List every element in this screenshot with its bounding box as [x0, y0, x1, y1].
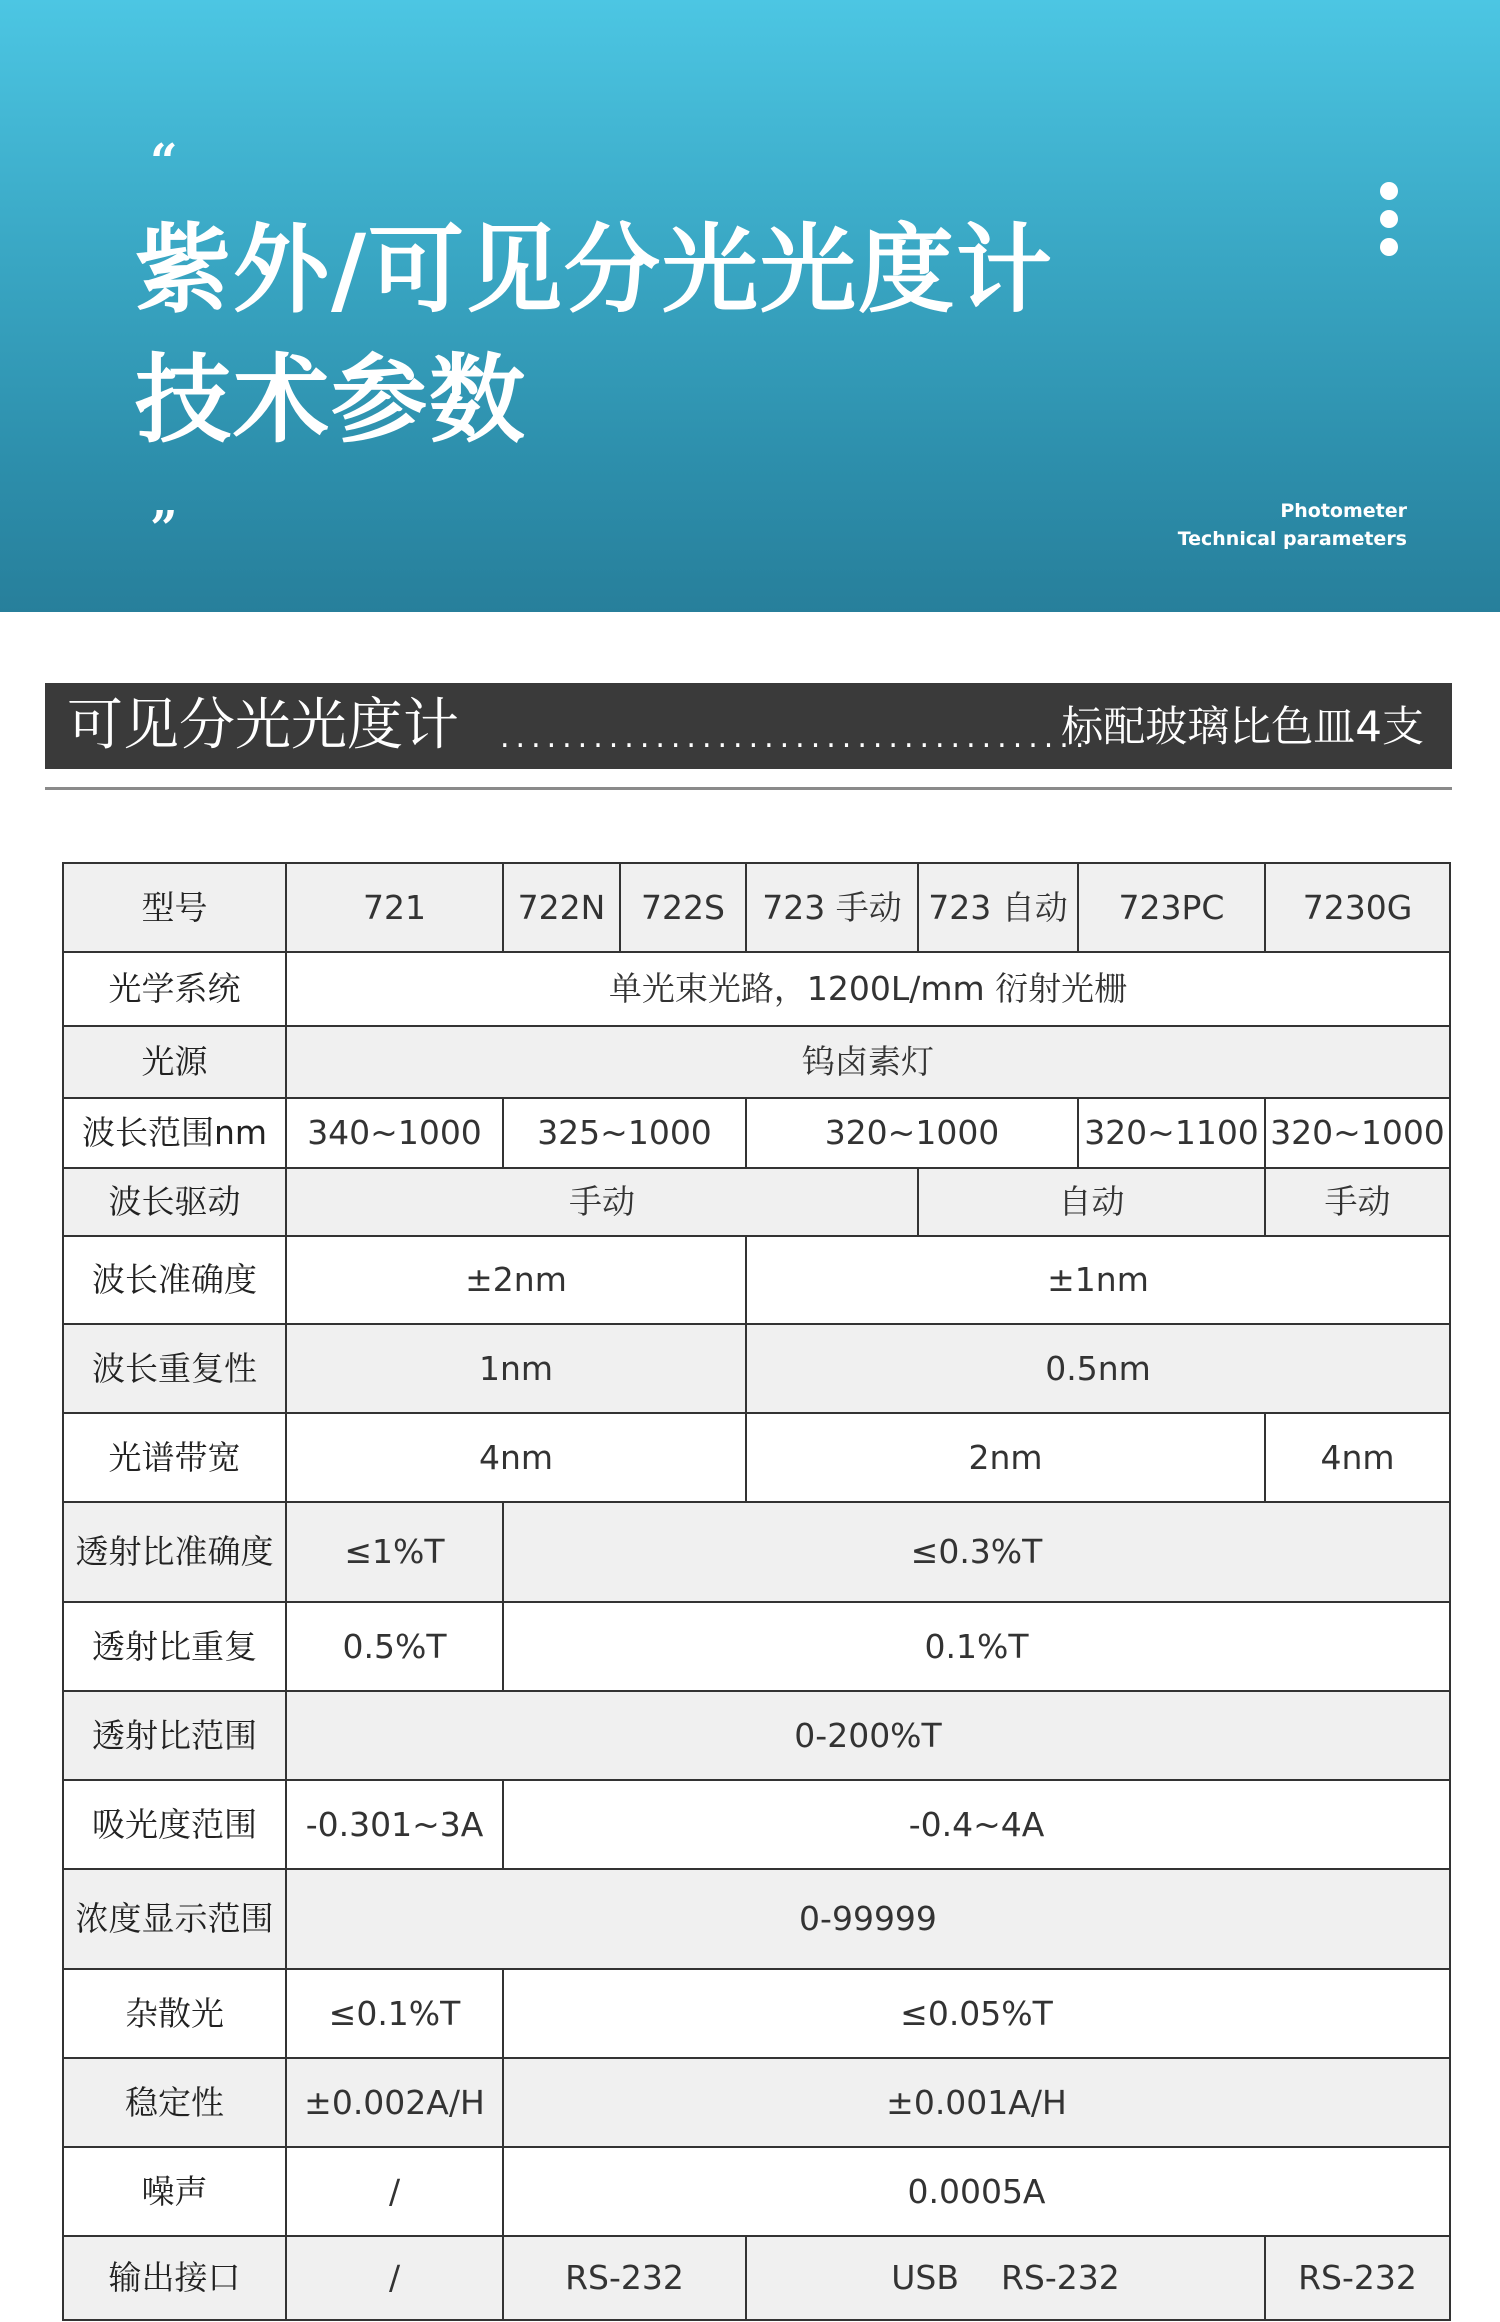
- table-header-cell: 723 手动: [746, 863, 918, 952]
- table-cell: ±0.002A/H: [286, 2058, 503, 2147]
- page-title-line1: 紫外/可见分光光度计: [135, 214, 1055, 326]
- table-cell: ±1nm: [746, 1236, 1450, 1324]
- page-title-line2: 技术参数: [135, 344, 527, 456]
- table-header-cell: 723 自动: [918, 863, 1078, 952]
- row-label: 透射比范围: [63, 1691, 286, 1780]
- row-label: 杂散光: [63, 1969, 286, 2058]
- table-cell: ≤0.1%T: [286, 1969, 503, 2058]
- row-label: 透射比重复: [63, 1602, 286, 1691]
- quote-close-mark: ”: [150, 501, 178, 557]
- table-cell: ≤0.05%T: [503, 1969, 1450, 2058]
- table-cell: 0-200%T: [286, 1691, 1450, 1780]
- table-row: [63, 1098, 1450, 1168]
- table-row: [63, 1691, 1450, 1780]
- quote-open-mark: “: [150, 134, 178, 190]
- row-label: 波长驱动: [63, 1168, 286, 1236]
- table-cell: /: [286, 2147, 503, 2236]
- table-row: [63, 1869, 1450, 1969]
- table-row: [63, 1780, 1450, 1869]
- table-row: [63, 1602, 1450, 1691]
- english-subtitle-line1: Photometer: [1280, 500, 1407, 522]
- table-row: [63, 2147, 1450, 2236]
- table-cell: 320~1000: [746, 1098, 1078, 1168]
- row-label: 吸光度范围: [63, 1780, 286, 1869]
- section-dot-leader: ......................................: [500, 720, 1091, 755]
- table-row: [63, 1026, 1450, 1098]
- row-label: 透射比准确度: [63, 1502, 286, 1602]
- table-cell: ±2nm: [286, 1236, 746, 1324]
- table-header-cell: 723PC: [1078, 863, 1265, 952]
- row-label: 浓度显示范围: [63, 1869, 286, 1969]
- table-cell: 0.5nm: [746, 1324, 1450, 1413]
- table-cell: -0.301~3A: [286, 1780, 503, 1869]
- table-row: [63, 1413, 1450, 1502]
- table-row: [63, 1168, 1450, 1236]
- table-cell: 2nm: [746, 1413, 1265, 1502]
- row-label: 光源: [63, 1026, 286, 1098]
- table-header-cell: 7230G: [1265, 863, 1450, 952]
- row-label: 波长重复性: [63, 1324, 286, 1413]
- table-cell: RS-232: [503, 2236, 746, 2320]
- table-cell: 0.0005A: [503, 2147, 1450, 2236]
- spec-table: [62, 862, 1451, 2321]
- table-cell: 0.5%T: [286, 1602, 503, 1691]
- english-subtitle-line2: Technical parameters: [1177, 528, 1407, 550]
- row-label: 稳定性: [63, 2058, 286, 2147]
- row-label: 波长准确度: [63, 1236, 286, 1324]
- table-header-cell: 型号: [63, 863, 286, 952]
- table-cell: 自动: [918, 1168, 1265, 1236]
- section-divider: [45, 787, 1452, 790]
- table-cell: USB RS-232: [746, 2236, 1265, 2320]
- table-row: [63, 952, 1450, 1026]
- table-cell: 4nm: [1265, 1413, 1450, 1502]
- section-heading-bar: [45, 683, 1452, 769]
- table-row: [63, 1969, 1450, 2058]
- table-header-cell: 721: [286, 863, 503, 952]
- table-cell: 1nm: [286, 1324, 746, 1413]
- table-cell: 单光束光路，1200L/mm 衍射光栅: [286, 952, 1450, 1026]
- table-cell: RS-232: [1265, 2236, 1450, 2320]
- table-cell: 手动: [286, 1168, 918, 1236]
- table-row: [63, 2236, 1450, 2320]
- table-cell: -0.4~4A: [503, 1780, 1450, 1869]
- row-label: 光学系统: [63, 952, 286, 1026]
- row-label: 噪声: [63, 2147, 286, 2236]
- table-cell: 手动: [1265, 1168, 1450, 1236]
- table-cell: 325~1000: [503, 1098, 746, 1168]
- row-label: 波长范围nm: [63, 1098, 286, 1168]
- table-row: [63, 1324, 1450, 1413]
- table-cell: 钨卤素灯: [286, 1026, 1450, 1098]
- section-title: 可见分光光度计: [67, 693, 459, 758]
- table-row: [63, 1236, 1450, 1324]
- english-subtitle: [1178, 497, 1407, 553]
- table-header-cell: 722S: [620, 863, 746, 952]
- row-label: 光谱带宽: [63, 1413, 286, 1502]
- table-row: [63, 2058, 1450, 2147]
- table-cell: /: [286, 2236, 503, 2320]
- table-header-cell: 722N: [503, 863, 620, 952]
- table-cell: 4nm: [286, 1413, 746, 1502]
- table-cell: 340~1000: [286, 1098, 503, 1168]
- header-banner: [0, 0, 1500, 612]
- table-cell: 320~1100: [1078, 1098, 1265, 1168]
- more-vertical-icon[interactable]: [1378, 182, 1400, 272]
- section-note: 标配玻璃比色皿4支: [1061, 702, 1424, 751]
- table-cell: 320~1000: [1265, 1098, 1450, 1168]
- table-row: [63, 863, 1450, 952]
- table-cell: ≤0.3%T: [503, 1502, 1450, 1602]
- table-cell: ±0.001A/H: [503, 2058, 1450, 2147]
- row-label: 输出接口: [63, 2236, 286, 2320]
- table-cell: 0.1%T: [503, 1602, 1450, 1691]
- table-cell: 0-99999: [286, 1869, 1450, 1969]
- table-cell: ≤1%T: [286, 1502, 503, 1602]
- table-row: [63, 1502, 1450, 1602]
